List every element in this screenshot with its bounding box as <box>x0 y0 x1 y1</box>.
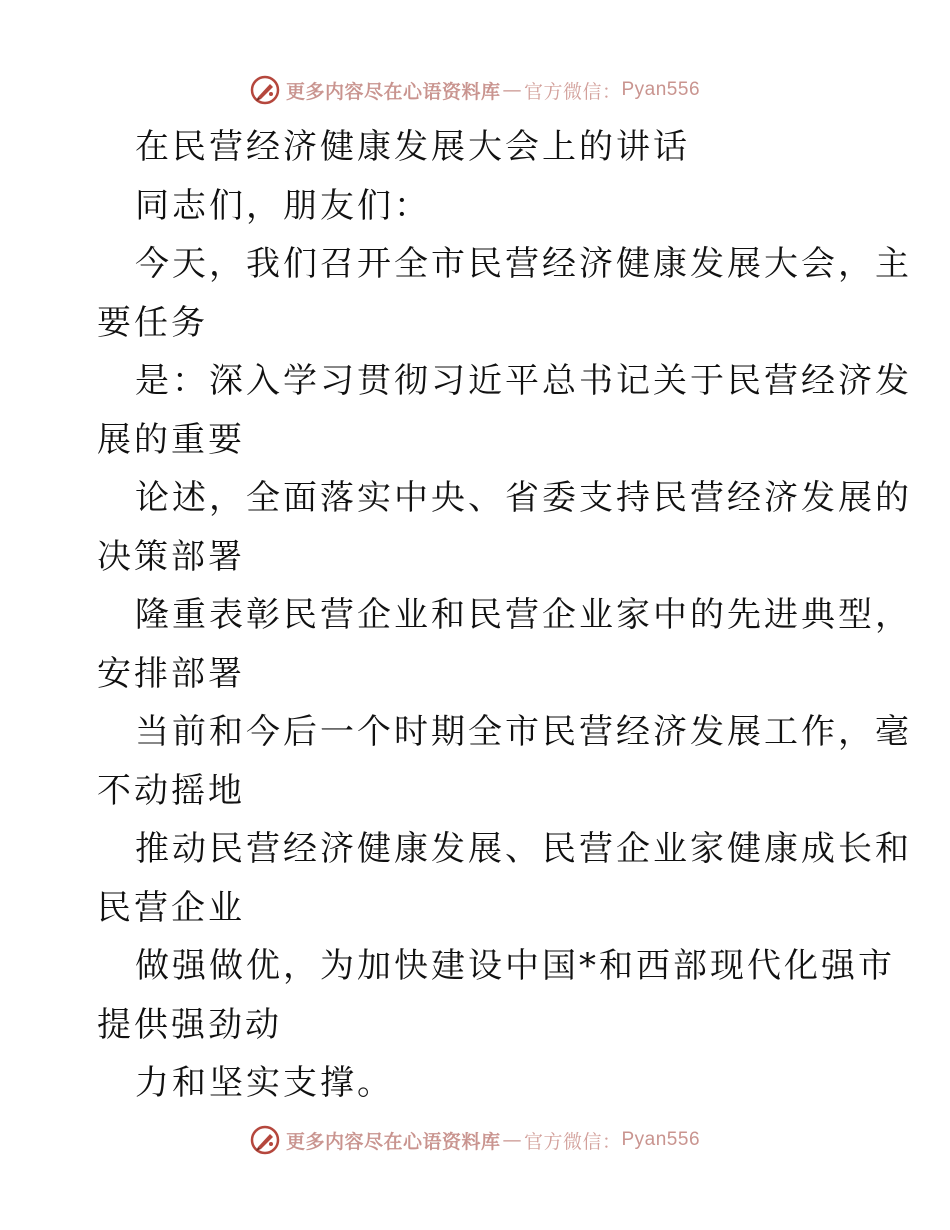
pen-logo-icon <box>250 1125 280 1155</box>
text-line: 安排部署 <box>97 653 245 694</box>
text-line: 同志们，朋友们： <box>135 185 431 226</box>
text-line: 展的重要 <box>97 419 245 460</box>
text-line: 论述，全面落实中央、省委支持民营经济发展的 <box>135 478 912 518</box>
text-line: 当前和今后一个时期全市民营经济发展工作，毫 <box>135 712 912 752</box>
watermark-dash: — <box>502 79 522 101</box>
text-line: 推动民营经济健康发展、民营企业家健康成长和 <box>135 829 912 869</box>
watermark-wechat-label: 官方微信： <box>523 1130 622 1153</box>
document-body <box>97 118 912 1113</box>
watermark-wechat-id: Pyan556 <box>621 79 701 100</box>
header-watermark <box>0 70 950 110</box>
pen-logo-icon <box>250 75 280 105</box>
text-line: 不动摇地 <box>97 770 245 811</box>
text-line: 隆重表彰民营企业和民营企业家中的先进典型， <box>135 595 912 635</box>
footer-watermark <box>0 1120 950 1160</box>
text-line: 力和坚实支撑。 <box>135 1063 394 1103</box>
watermark-text: 更多内容尽在心语资料库 <box>285 1130 501 1153</box>
watermark-dash: — <box>502 1129 522 1151</box>
watermark-text: 更多内容尽在心语资料库 <box>285 80 501 103</box>
watermark-wechat-label: 官方微信： <box>523 80 622 103</box>
text-line: 今天，我们召开全市民营经济健康发展大会，主 <box>135 244 912 284</box>
text-line: 是：深入学习贯彻习近平总书记关于民营经济发 <box>135 361 912 401</box>
text-line: 民营企业 <box>97 887 245 928</box>
text-line: 要任务 <box>97 302 208 343</box>
watermark-wechat-id: Pyan556 <box>621 1129 701 1150</box>
document-title: 在民营经济健康发展大会上的讲话 <box>135 127 690 167</box>
text-line: 做强做优，为加快建设中国*和西部现代化强市 <box>135 946 895 986</box>
text-line: 决策部署 <box>97 536 245 577</box>
text-line: 提供强劲动 <box>97 1004 282 1045</box>
